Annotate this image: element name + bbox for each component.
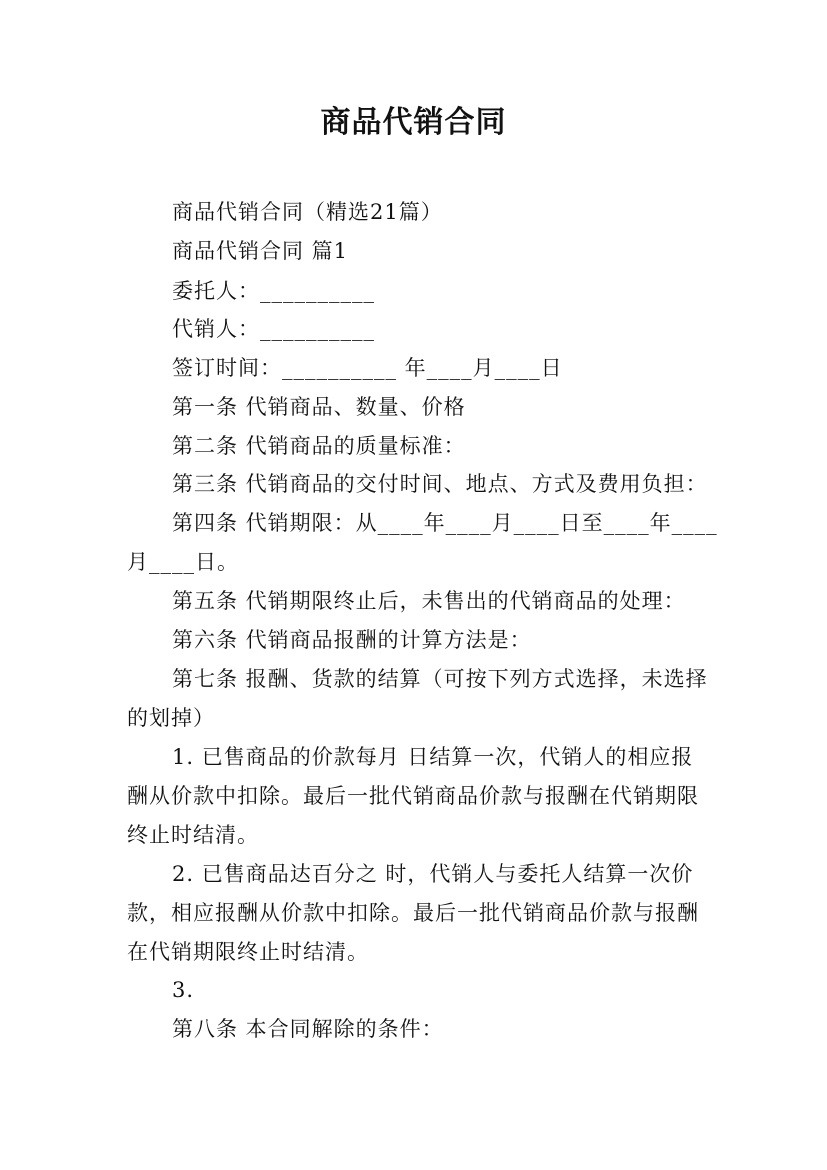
article-1: 第一条 代销商品、数量、价格 <box>172 395 466 419</box>
agent-line: 代销人：__________ <box>172 317 375 341</box>
item-1-line-1: 1. 已售商品的价款每月 日结算一次，代销人的相应报 <box>172 745 694 769</box>
document-title: 商品代销合同 <box>320 105 507 140</box>
article-7-line-2: 的划掉） <box>127 706 215 730</box>
item-2-line-1: 2. 已售商品达百分之 时，代销人与委托人结算一次价 <box>172 862 694 886</box>
part-heading: 商品代销合同 篇1 <box>172 239 349 263</box>
principal-line: 委托人：__________ <box>172 279 375 303</box>
article-3: 第三条 代销商品的交付时间、地点、方式及费用负担： <box>172 472 708 496</box>
subtitle-line: 商品代销合同（精选21篇） <box>172 200 443 224</box>
signing-date-line: 签订时间：__________ 年____月____日 <box>172 356 563 380</box>
item-1-line-2: 酬从价款中扣除。最后一批代销商品价款与报酬在代销期限 <box>127 784 699 808</box>
article-4-line-1: 第四条 代销期限：从____年____月____日至____年____ <box>172 511 718 535</box>
item-2-line-3: 在代销期限终止时结清。 <box>127 940 369 964</box>
item-1-line-3: 终止时结清。 <box>127 823 259 847</box>
article-8: 第八条 本合同解除的条件： <box>172 1017 444 1041</box>
article-2: 第二条 代销商品的质量标准： <box>172 434 466 458</box>
article-5: 第五条 代销期限终止后，未售出的代销商品的处理： <box>172 589 686 613</box>
article-6: 第六条 代销商品报酬的计算方法是： <box>172 628 532 652</box>
article-4-line-2: 月____日。 <box>127 550 239 574</box>
article-7-line-1: 第七条 报酬、货款的结算（可按下列方式选择，未选择 <box>172 667 708 691</box>
item-3: 3. <box>172 978 195 1002</box>
item-2-line-2: 款，相应报酬从价款中扣除。最后一批代销商品价款与报酬 <box>127 901 699 925</box>
item-1 <box>127 738 717 855</box>
article-4 <box>127 504 717 582</box>
article-7 <box>127 660 717 738</box>
item-2 <box>127 855 717 972</box>
